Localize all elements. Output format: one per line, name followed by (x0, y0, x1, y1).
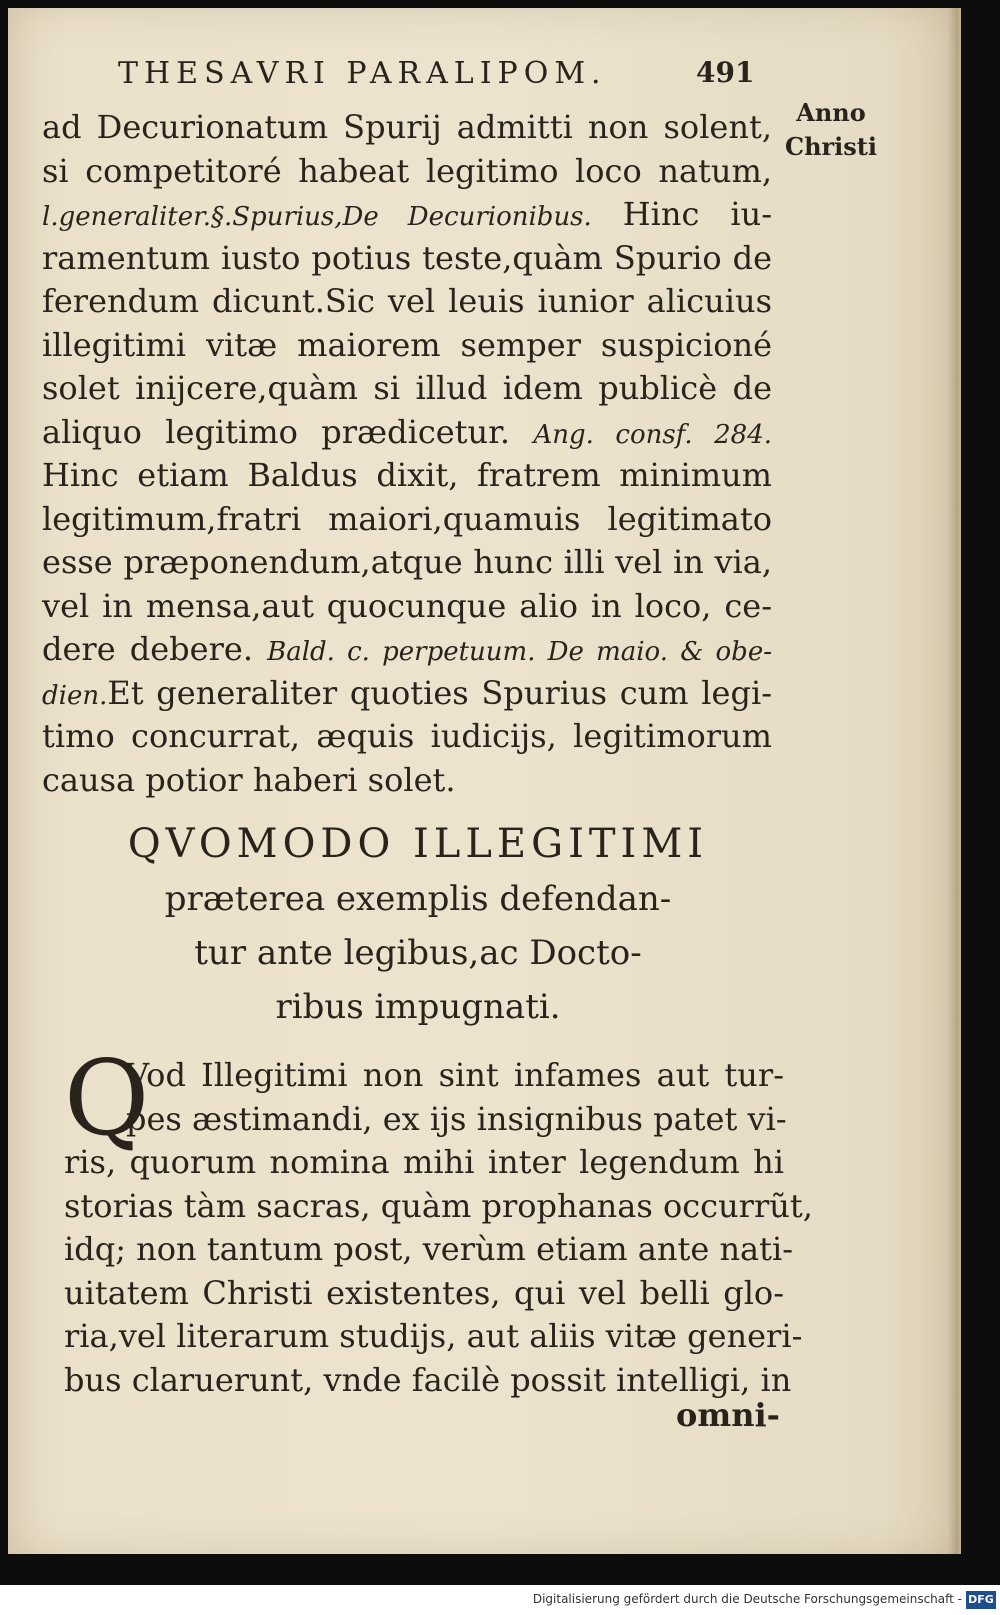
heading-line: præterea exemplis defendan- (164, 879, 672, 919)
text-line (42, 280, 772, 324)
text-span: causa potior haberi solet. (42, 760, 456, 799)
text-line (42, 628, 772, 672)
text-line (42, 411, 772, 455)
text-span: si competitoré habeat legitimo loco natum, (42, 151, 772, 190)
text-line (42, 672, 772, 716)
text-line (42, 541, 772, 585)
text-span: aliquo legitimo prædicetur. (42, 412, 534, 451)
text-span: Hinc etiam Baldus dixit, fratrem minimum (42, 456, 772, 494)
citation-span: Ang. consf. 284. (533, 419, 772, 450)
citation-span: l.generaliter.§.Spurius,De Decurionibus. (42, 202, 592, 232)
text-span: esse præponendum,atque hunc illi vel in via, (42, 543, 772, 581)
running-head: THESAVRI PARALIPOM. (118, 56, 607, 91)
catchword: omni- (676, 1396, 780, 1434)
text-line (42, 237, 772, 281)
text-line (42, 106, 772, 150)
text-span: ferendum dicunt.Sic vel leuis iunior alicuius (42, 282, 772, 320)
text-line: storias tàm sacras, quàm prophanas occurrũt, (64, 1186, 813, 1225)
dfg-logo: DFG (966, 1591, 996, 1609)
text-line: Vod Illegitimi non sint infames aut tur- (126, 1056, 784, 1094)
citation-span: dien. (42, 680, 108, 711)
book-page (8, 8, 961, 1554)
heading-line: tur ante legibus,ac Docto- (194, 933, 642, 973)
text-span: vel in mensa,aut quocunque alio in loco, ce- (42, 586, 772, 625)
text-span: Et generaliter quoties Spurius cum legi- (107, 673, 772, 712)
text-line (42, 324, 772, 368)
text-span: Hinc iu- (591, 195, 772, 233)
text-span: dere debere. (42, 630, 268, 668)
heading-line: QVOMODO ILLEGITIMI (127, 821, 709, 867)
text-line (42, 193, 772, 237)
text-span: solet inijcere,quàm si illud idem publicè de (42, 369, 772, 407)
digitization-footer (0, 1587, 1000, 1615)
text-line: ris, quorum nomina mihi inter legendum hi (64, 1143, 784, 1181)
text-line (42, 454, 772, 498)
heading-line: ribus impugnati. (275, 987, 561, 1027)
text-line: uitatem Christi existentes, qui vel belli glo- (64, 1273, 784, 1312)
margin-note-line: Christi (784, 132, 878, 161)
page-edge-shadow (948, 8, 958, 1554)
page-number: 491 (696, 56, 755, 89)
body-text (42, 106, 772, 802)
margin-note (776, 96, 886, 164)
text-span: ramentum iusto potius teste,quàm Spurio de (42, 238, 772, 277)
footer-credit: Digitalisierung gefördert durch die Deutsche Forschungsgemeinschaft - (532, 1592, 962, 1606)
citation-span: Bald. c. perpetuum. De maio. & obe- (267, 637, 772, 667)
text-line: pes æstimandi, ex ijs insignibus patet vi- (126, 1099, 787, 1138)
text-line: bus claruerunt, vnde facilè possit intelligi, in (64, 1360, 792, 1399)
text-line (42, 498, 772, 542)
section-heading (68, 816, 768, 1034)
drop-cap: Q (64, 1037, 150, 1159)
text-span: ad Decurionatum Spurij admitti non solent, (42, 108, 772, 146)
text-line (42, 715, 772, 759)
text-span: timo concurrat, æquis iudicijs, legitimorum (42, 717, 772, 755)
text-span: illegitimi vitæ maiorem semper suspicioné (42, 325, 772, 364)
text-line (42, 367, 772, 411)
text-line: ria,vel literarum studijs, aut aliis vitæ generi- (64, 1317, 803, 1355)
margin-note-line: Anno (796, 98, 866, 127)
text-line (42, 150, 772, 194)
text-line: idq; non tantum post, verùm etiam ante nati- (64, 1230, 794, 1268)
section-body (64, 1037, 813, 1402)
text-span: legitimum,fratri maiori,quamuis legitimato (42, 499, 772, 538)
text-line (42, 759, 772, 803)
text-line (42, 585, 772, 629)
